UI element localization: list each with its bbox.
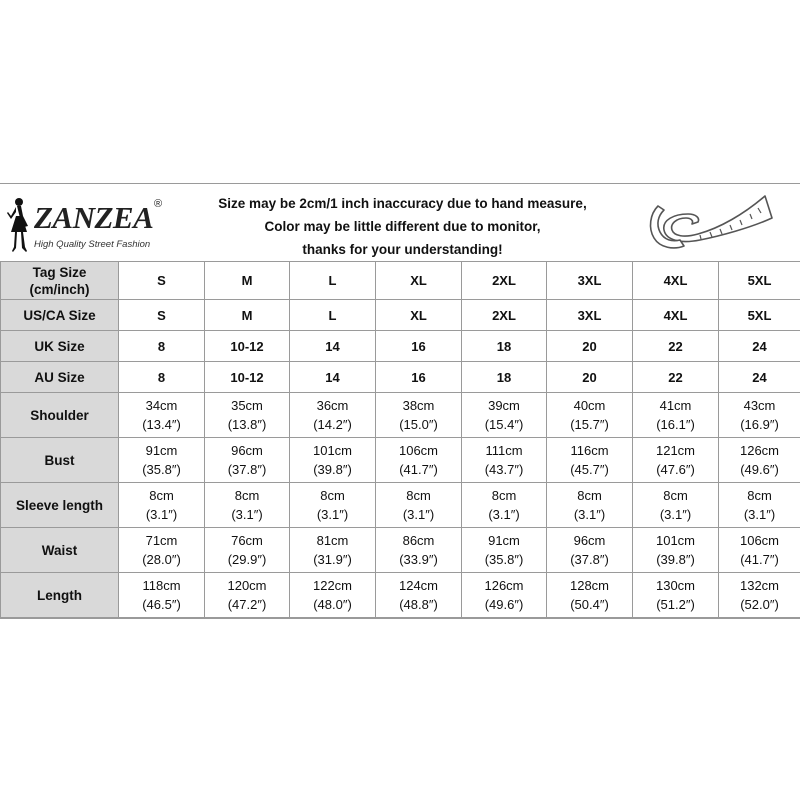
table-cell: 4XL [633, 300, 719, 331]
table-cell: 20 [547, 331, 633, 362]
table-cell: 124cm (48.8″) [376, 573, 462, 618]
table-cell: 35cm (13.8″) [205, 393, 290, 438]
table-cell: 71cm (28.0″) [119, 528, 205, 573]
row-label: Waist [1, 528, 119, 573]
table-cell: 16 [376, 331, 462, 362]
table-cell: 3XL [547, 300, 633, 331]
table-cell: 8 [119, 362, 205, 393]
measurement-notice [195, 192, 610, 261]
table-cell: 126cm (49.6″) [719, 438, 800, 483]
table-cell: 41cm (16.1″) [633, 393, 719, 438]
table-cell: 128cm (50.4″) [547, 573, 633, 618]
table-row-length [1, 573, 800, 618]
woman-silhouette-icon [4, 196, 34, 254]
table-cell: 101cm (39.8″) [290, 438, 376, 483]
table-cell: S [119, 262, 205, 300]
table-row-sleeve-length [1, 483, 800, 528]
size-chart [0, 183, 800, 619]
table-cell: 122cm (48.0″) [290, 573, 376, 618]
table-cell: 10-12 [205, 331, 290, 362]
table-cell: 130cm (51.2″) [633, 573, 719, 618]
table-cell: 96cm (37.8″) [205, 438, 290, 483]
table-cell: 118cm (46.5″) [119, 573, 205, 618]
row-label: Tag Size (cm/inch) [1, 262, 119, 300]
size-table [0, 261, 800, 618]
table-cell: 18 [462, 331, 547, 362]
table-cell: 91cm (35.8″) [119, 438, 205, 483]
table-cell: 24 [719, 362, 800, 393]
table-row-us-ca-size [1, 300, 800, 331]
table-cell: 8cm (3.1″) [119, 483, 205, 528]
table-cell: XL [376, 300, 462, 331]
table-row-waist [1, 528, 800, 573]
table-cell: 8 [119, 331, 205, 362]
table-cell: 22 [633, 331, 719, 362]
table-cell: 39cm (15.4″) [462, 393, 547, 438]
table-row-au-size [1, 362, 800, 393]
table-cell: M [205, 262, 290, 300]
table-cell: 121cm (47.6″) [633, 438, 719, 483]
table-cell: 5XL [719, 300, 800, 331]
table-cell: 91cm (35.8″) [462, 528, 547, 573]
table-cell: 10-12 [205, 362, 290, 393]
table-cell: M [205, 300, 290, 331]
table-cell: L [290, 262, 376, 300]
row-label: UK Size [1, 331, 119, 362]
chart-header [0, 184, 800, 261]
row-label: Length [1, 573, 119, 618]
notice-line: Color may be little different due to monitor, [264, 219, 541, 234]
table-cell: 8cm (3.1″) [547, 483, 633, 528]
table-cell: 14 [290, 362, 376, 393]
table-cell: 120cm (47.2″) [205, 573, 290, 618]
notice-line: thanks for your understanding! [302, 242, 503, 257]
table-cell: 5XL [719, 262, 800, 300]
table-cell: 86cm (33.9″) [376, 528, 462, 573]
table-row-shoulder [1, 393, 800, 438]
table-cell: 8cm (3.1″) [290, 483, 376, 528]
table-cell: 14 [290, 331, 376, 362]
table-cell: 34cm (13.4″) [119, 393, 205, 438]
table-cell: 20 [547, 362, 633, 393]
row-label: Shoulder [1, 393, 119, 438]
table-cell: 76cm (29.9″) [205, 528, 290, 573]
brand-tagline: High Quality Street Fashion [34, 239, 151, 250]
table-cell: 8cm (3.1″) [462, 483, 547, 528]
measuring-tape-icon [640, 184, 790, 261]
table-cell: 43cm (16.9″) [719, 393, 800, 438]
table-cell: 8cm (3.1″) [633, 483, 719, 528]
table-cell: S [119, 300, 205, 331]
table-cell: 3XL [547, 262, 633, 300]
row-label: AU Size [1, 362, 119, 393]
brand-name: ZANZEA [34, 200, 154, 235]
table-cell: 126cm (49.6″) [462, 573, 547, 618]
table-row-tag-size [1, 262, 800, 300]
table-cell: 2XL [462, 300, 547, 331]
table-cell: 36cm (14.2″) [290, 393, 376, 438]
table-cell: 18 [462, 362, 547, 393]
table-cell: 8cm (3.1″) [205, 483, 290, 528]
row-label: US/CA Size [1, 300, 119, 331]
registered-mark: ® [154, 198, 163, 210]
table-cell: 38cm (15.0″) [376, 393, 462, 438]
notice-line: Size may be 2cm/1 inch inaccuracy due to hand measure, [218, 196, 587, 211]
table-cell: 8cm (3.1″) [376, 483, 462, 528]
table-cell: 106cm (41.7″) [376, 438, 462, 483]
table-cell: 101cm (39.8″) [633, 528, 719, 573]
table-cell: L [290, 300, 376, 331]
table-cell: 96cm (37.8″) [547, 528, 633, 573]
table-cell: 132cm (52.0″) [719, 573, 800, 618]
table-cell: 81cm (31.9″) [290, 528, 376, 573]
table-cell: 111cm (43.7″) [462, 438, 547, 483]
brand-logo [4, 194, 172, 254]
row-label: Sleeve length [1, 483, 119, 528]
table-cell: 16 [376, 362, 462, 393]
table-cell: 24 [719, 331, 800, 362]
table-cell: 4XL [633, 262, 719, 300]
table-cell: 116cm (45.7″) [547, 438, 633, 483]
table-cell: 2XL [462, 262, 547, 300]
table-cell: 22 [633, 362, 719, 393]
table-cell: 8cm (3.1″) [719, 483, 800, 528]
table-cell: 106cm (41.7″) [719, 528, 800, 573]
table-cell: XL [376, 262, 462, 300]
table-row-bust [1, 438, 800, 483]
table-row-uk-size [1, 331, 800, 362]
row-label: Bust [1, 438, 119, 483]
table-cell: 40cm (15.7″) [547, 393, 633, 438]
